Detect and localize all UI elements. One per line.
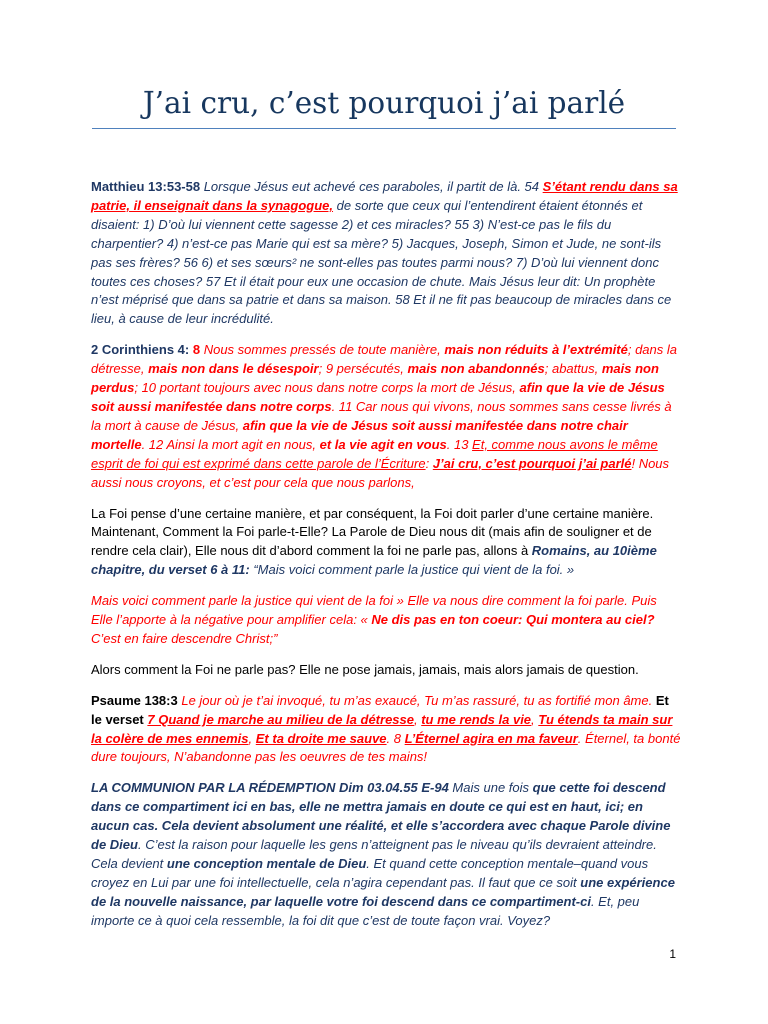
scripture-text: ! Nous aussi nous croyons, et c’est pour cela que nous parlons, bbox=[91, 455, 670, 490]
title-underline-rule bbox=[92, 128, 676, 129]
scripture-key-phrase: J’ai cru, c’est pourquoi j’ai parlé bbox=[432, 455, 632, 471]
scripture-text: ; abattus, bbox=[544, 361, 602, 377]
scripture-text: . 13 bbox=[446, 436, 473, 452]
scripture-emphasis: afin que la vie de Jésus soit aussi manifestée dans notre chair mortelle bbox=[91, 417, 628, 452]
quote-text: . Et quand cette conception mentale–quand vous croyez en Lui par une foi intellectuelle, cela n’agira cependant pas. Il faut que ce soit bbox=[91, 856, 649, 890]
scripture-text: , bbox=[531, 711, 539, 727]
scripture-emphasis: et la vie agit en vous bbox=[319, 436, 447, 452]
body-text: Alors comment la Foi ne parle pas? Elle ne pose jamais, jamais, mais alors jamais de question. bbox=[91, 661, 639, 677]
document-body bbox=[91, 178, 681, 943]
scripture-emphasis: mais non dans le désespoir bbox=[148, 361, 319, 377]
scripture-text: . Éternel, ta bonté dure toujours, N’abandonne pas les oeuvres de tes mains! bbox=[91, 730, 681, 765]
scripture-text: , bbox=[413, 711, 422, 727]
paragraph-alors bbox=[91, 661, 681, 680]
scripture-highlight: S’étant rendu dans sa patrie, il enseignait dans la synagogue, bbox=[91, 179, 678, 213]
quote-emphasis: une conception mentale de Dieu bbox=[166, 856, 367, 871]
page-title: J’ai cru, c’est pourquoi j’ai parlé bbox=[142, 86, 626, 120]
paragraph-foi-pense bbox=[91, 505, 681, 581]
scripture-underline: L’Éternel agira en ma faveur bbox=[404, 730, 578, 746]
quote-text: . C’est la raison pour laquelle les gens n’atteignent pas le niveau qu’ils devraient atteindre. Cela devient bbox=[91, 837, 657, 871]
scripture-emphasis: Ne dis pas en ton coeur: Qui montera au ciel? bbox=[371, 612, 655, 628]
page-number: 1 bbox=[669, 947, 676, 961]
scripture-quote: “Mais voici comment parle la justice qui vient de la foi. » bbox=[249, 562, 575, 578]
body-text: La Foi pense d’une certaine manière, et par conséquent, la Foi doit parler d’une certaine manière. Maintenant, Comment la Foi parle-t-Elle? La Parole de Dieu nous dit (mais afin de souligner et de rendre cela clair), Elle nous dit d’abord comment la foi ne parle pas, allons à bbox=[91, 505, 654, 559]
scripture-text: . 11 Car nous qui vivons, nous sommes sans cesse livrés à la mort à cause de Jésus, bbox=[91, 398, 672, 433]
verse-number: 8 bbox=[189, 342, 201, 358]
scripture-text: Le jour où je t’ai invoqué, tu m’as exaucé, Tu m’as rassuré, tu as fortifié mon âme. bbox=[177, 692, 653, 708]
paragraph-matthieu bbox=[91, 178, 681, 329]
quote-emphasis: que cette foi descend dans ce compartiment ici en bas, elle ne mettra jamais en doute ce qui est en haut, ici; en aucun cas. Cela devient absolument une réalité, et elle s’accordera avec chaque Parole divine de Dieu bbox=[91, 780, 671, 853]
scripture-reference: 2 Corinthiens 4: bbox=[91, 342, 190, 358]
scripture-text: ; dans la détresse, bbox=[91, 342, 677, 377]
quote-text: Mais une fois bbox=[448, 780, 533, 796]
paragraph-mais-voici bbox=[91, 592, 681, 649]
scripture-emphasis: mais non perdus bbox=[91, 361, 659, 396]
scripture-text: Mais voici comment parle la justice qui vient de la foi » Elle va nous dire comment la foi parle. Puis Elle l’apporte à la négative pour amplifier cela: « bbox=[91, 593, 657, 628]
scripture-text: , bbox=[248, 730, 256, 746]
paragraph-corinthiens bbox=[91, 341, 681, 492]
scripture-reference: Psaume 138:3 bbox=[91, 692, 178, 708]
scripture-underline: Tu étends ta main sur la colère de mes ennemis bbox=[91, 711, 673, 746]
paragraph-communion bbox=[91, 779, 681, 930]
scripture-text: : bbox=[425, 455, 433, 471]
quote-emphasis: une expérience de la nouvelle naissance, par laquelle votre foi descend dans ce compartiment-ci bbox=[91, 874, 675, 909]
scripture-emphasis: mais non réduits à l’extrémité bbox=[444, 342, 628, 358]
scripture-emphasis: mais non abandonnés bbox=[407, 361, 545, 377]
scripture-reference: Romains, au 10ième chapitre, du verset 6 à 11: bbox=[91, 543, 657, 578]
scripture-text: ; 10 portant toujours avec nous dans notre corps la mort de Jésus, bbox=[134, 380, 520, 396]
scripture-underline: 7 Quand je marche au milieu de la détresse bbox=[147, 711, 414, 727]
scripture-underline: Et ta droite me sauve bbox=[255, 730, 387, 746]
sermon-reference: LA COMMUNION PAR LA RÉDEMPTION Dim 03.04.55 E-94 bbox=[91, 780, 449, 796]
scripture-text: C’est en faire descendre Christ;” bbox=[91, 630, 278, 646]
body-text: Et le verset bbox=[91, 692, 669, 727]
scripture-text: ; 9 persécutés, bbox=[318, 361, 408, 377]
scripture-text: Nous sommes pressés de toute manière, bbox=[200, 342, 445, 358]
scripture-text: . 8 bbox=[386, 730, 405, 746]
scripture-emphasis: afin que la vie de Jésus soit aussi manifestée dans notre corps bbox=[91, 380, 665, 414]
quote-text: . Et, peu importe ce à quoi cela ressemble, la foi dit que c’est de toute façon vrai. Voyez? bbox=[91, 893, 640, 928]
scripture-text: . 12 Ainsi la mort agit en nous, bbox=[141, 436, 320, 452]
scripture-text: de sorte que ceux qui l’entendirent étaient étonnés et disaient: 1) D’où lui viennent cette sagesse 2) et ces miracles? 55 3) N’est-ce pas le fils du charpentier? 4) n’est-ce pas Marie qui est sa mère? 5) Jacques, Joseph, Simon et Jude, ne sont-ils pas ses frères? 56 6) et ses sœurs² ne sont-elles pas toutes parmi nous? 7) D’où lui viennent donc toutes ces choses? 57 Et il était pour eux une occasion de chute. Mais Jésus leur dit: Un prophète n’est méprisé que dans sa patrie et dans sa maison. 58 Et il ne fit pas beaucoup de miracles dans ce lieu, à cause de leur incrédulité. bbox=[91, 197, 672, 327]
paragraph-psaume bbox=[91, 692, 681, 768]
scripture-underline: Et, comme nous avons le même esprit de foi qui est exprimé dans cette parole de l’Écriture bbox=[91, 436, 658, 471]
scripture-underline: tu me rends la vie bbox=[421, 711, 532, 727]
scripture-reference: Matthieu 13:53-58 bbox=[91, 179, 201, 194]
scripture-text: Lorsque Jésus eut achevé ces paraboles, il partit de là. 54 bbox=[200, 179, 543, 194]
